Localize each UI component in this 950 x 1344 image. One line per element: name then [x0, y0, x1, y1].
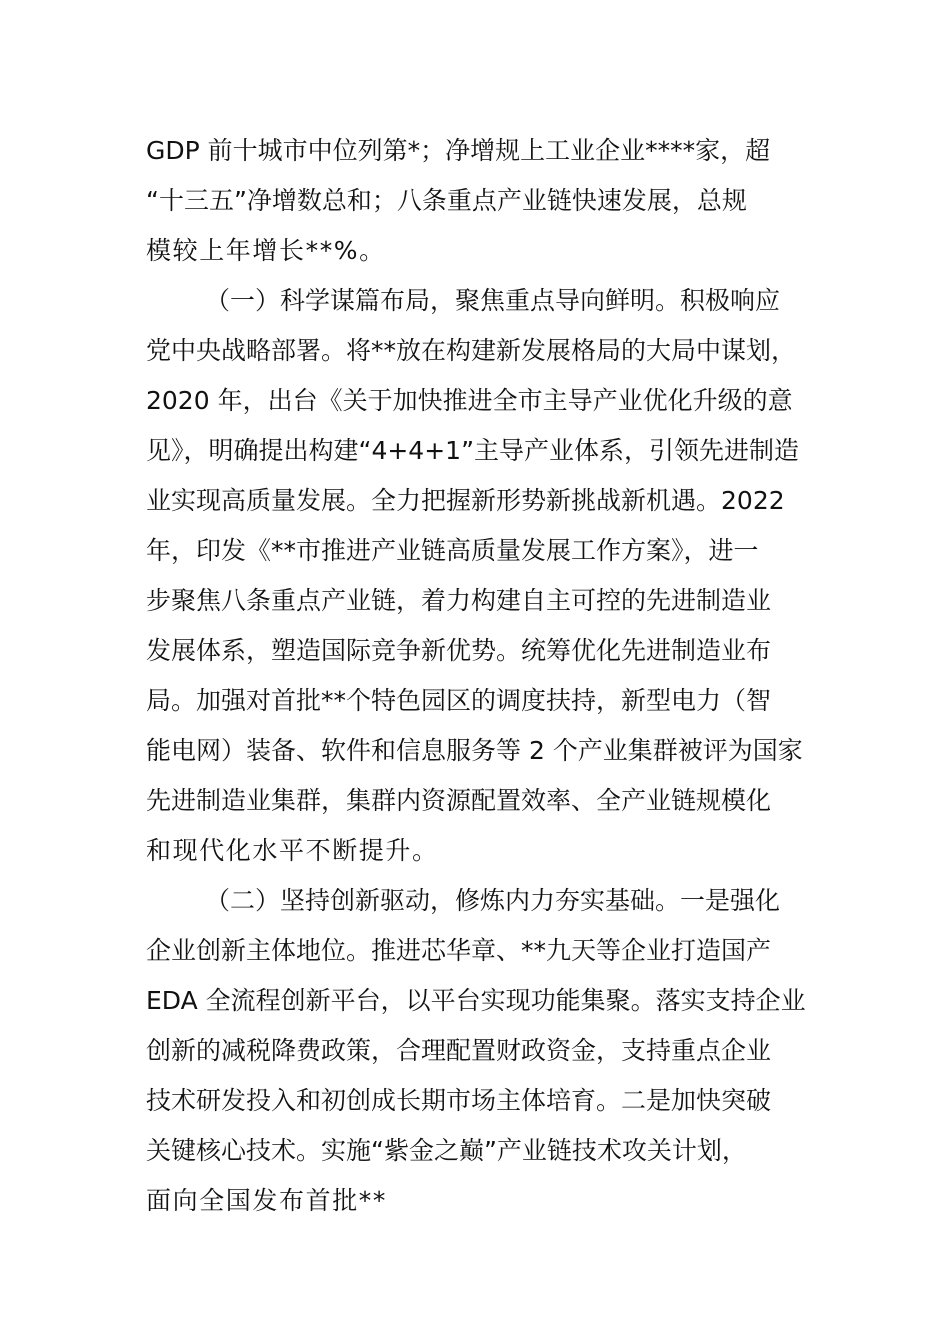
text-line: 和现代化水平不断提升。: [146, 836, 439, 865]
text-line: 步聚焦八条重点产业链，着力构建自主可控的先进制造业: [146, 586, 772, 615]
text-line: 2020 年，出台《关于加快推进全市主导产业优化升级的意: [146, 386, 793, 415]
text-line: 业实现高质量发展。全力把握新形势新挑战新机遇。2022: [146, 486, 785, 515]
text-line: GDP 前十城市中位列第*；净增规上工业企业****家，超: [146, 136, 771, 165]
text-line: 模较上年增长**%。: [146, 236, 386, 265]
text-line: 发展体系，塑造国际竞争新优势。统筹优化先进制造业布: [146, 636, 772, 665]
text-line: 企业创新主体地位。推进芯华章、**九天等企业打造国产: [146, 936, 772, 965]
text-line: 局。加强对首批**个特色园区的调度扶持，新型电力（智: [146, 686, 772, 715]
paragraph-heading-2: （二）坚持创新驱动，修炼内力夯实基础。一是强化: [205, 886, 781, 915]
text-line: 技术研发投入和初创成长期市场主体培育。二是加快突破: [146, 1086, 772, 1115]
text-line: 面向全国发布首批**: [146, 1186, 388, 1215]
text-line: EDA 全流程创新平台，以平台实现功能集聚。落实支持企业: [146, 986, 806, 1015]
text-line: 年，印发《**市推进产业链高质量发展工作方案》，进一: [146, 536, 759, 565]
text-line: 关键核心技术。实施“紫金之巅”产业链技术攻关计划，: [146, 1136, 747, 1165]
text-line: “十三五”净增数总和；八条重点产业链快速发展，总规: [146, 186, 747, 215]
text-line: 创新的减税降费政策，合理配置财政资金，支持重点企业: [146, 1036, 772, 1065]
text-line: 先进制造业集群，集群内资源配置效率、全产业链规模化: [146, 786, 772, 815]
paragraph-heading-1: （一）科学谋篇布局，聚焦重点导向鲜明。积极响应: [205, 286, 781, 315]
text-line: 见》，明确提出构建“4+4+1”主导产业体系，引领先进制造: [146, 436, 800, 465]
text-line: 能电网）装备、软件和信息服务等 2 个产业集群被评为国家: [146, 736, 803, 765]
text-line: 党中央战略部署。将**放在构建新发展格局的大局中谋划，: [146, 336, 797, 365]
